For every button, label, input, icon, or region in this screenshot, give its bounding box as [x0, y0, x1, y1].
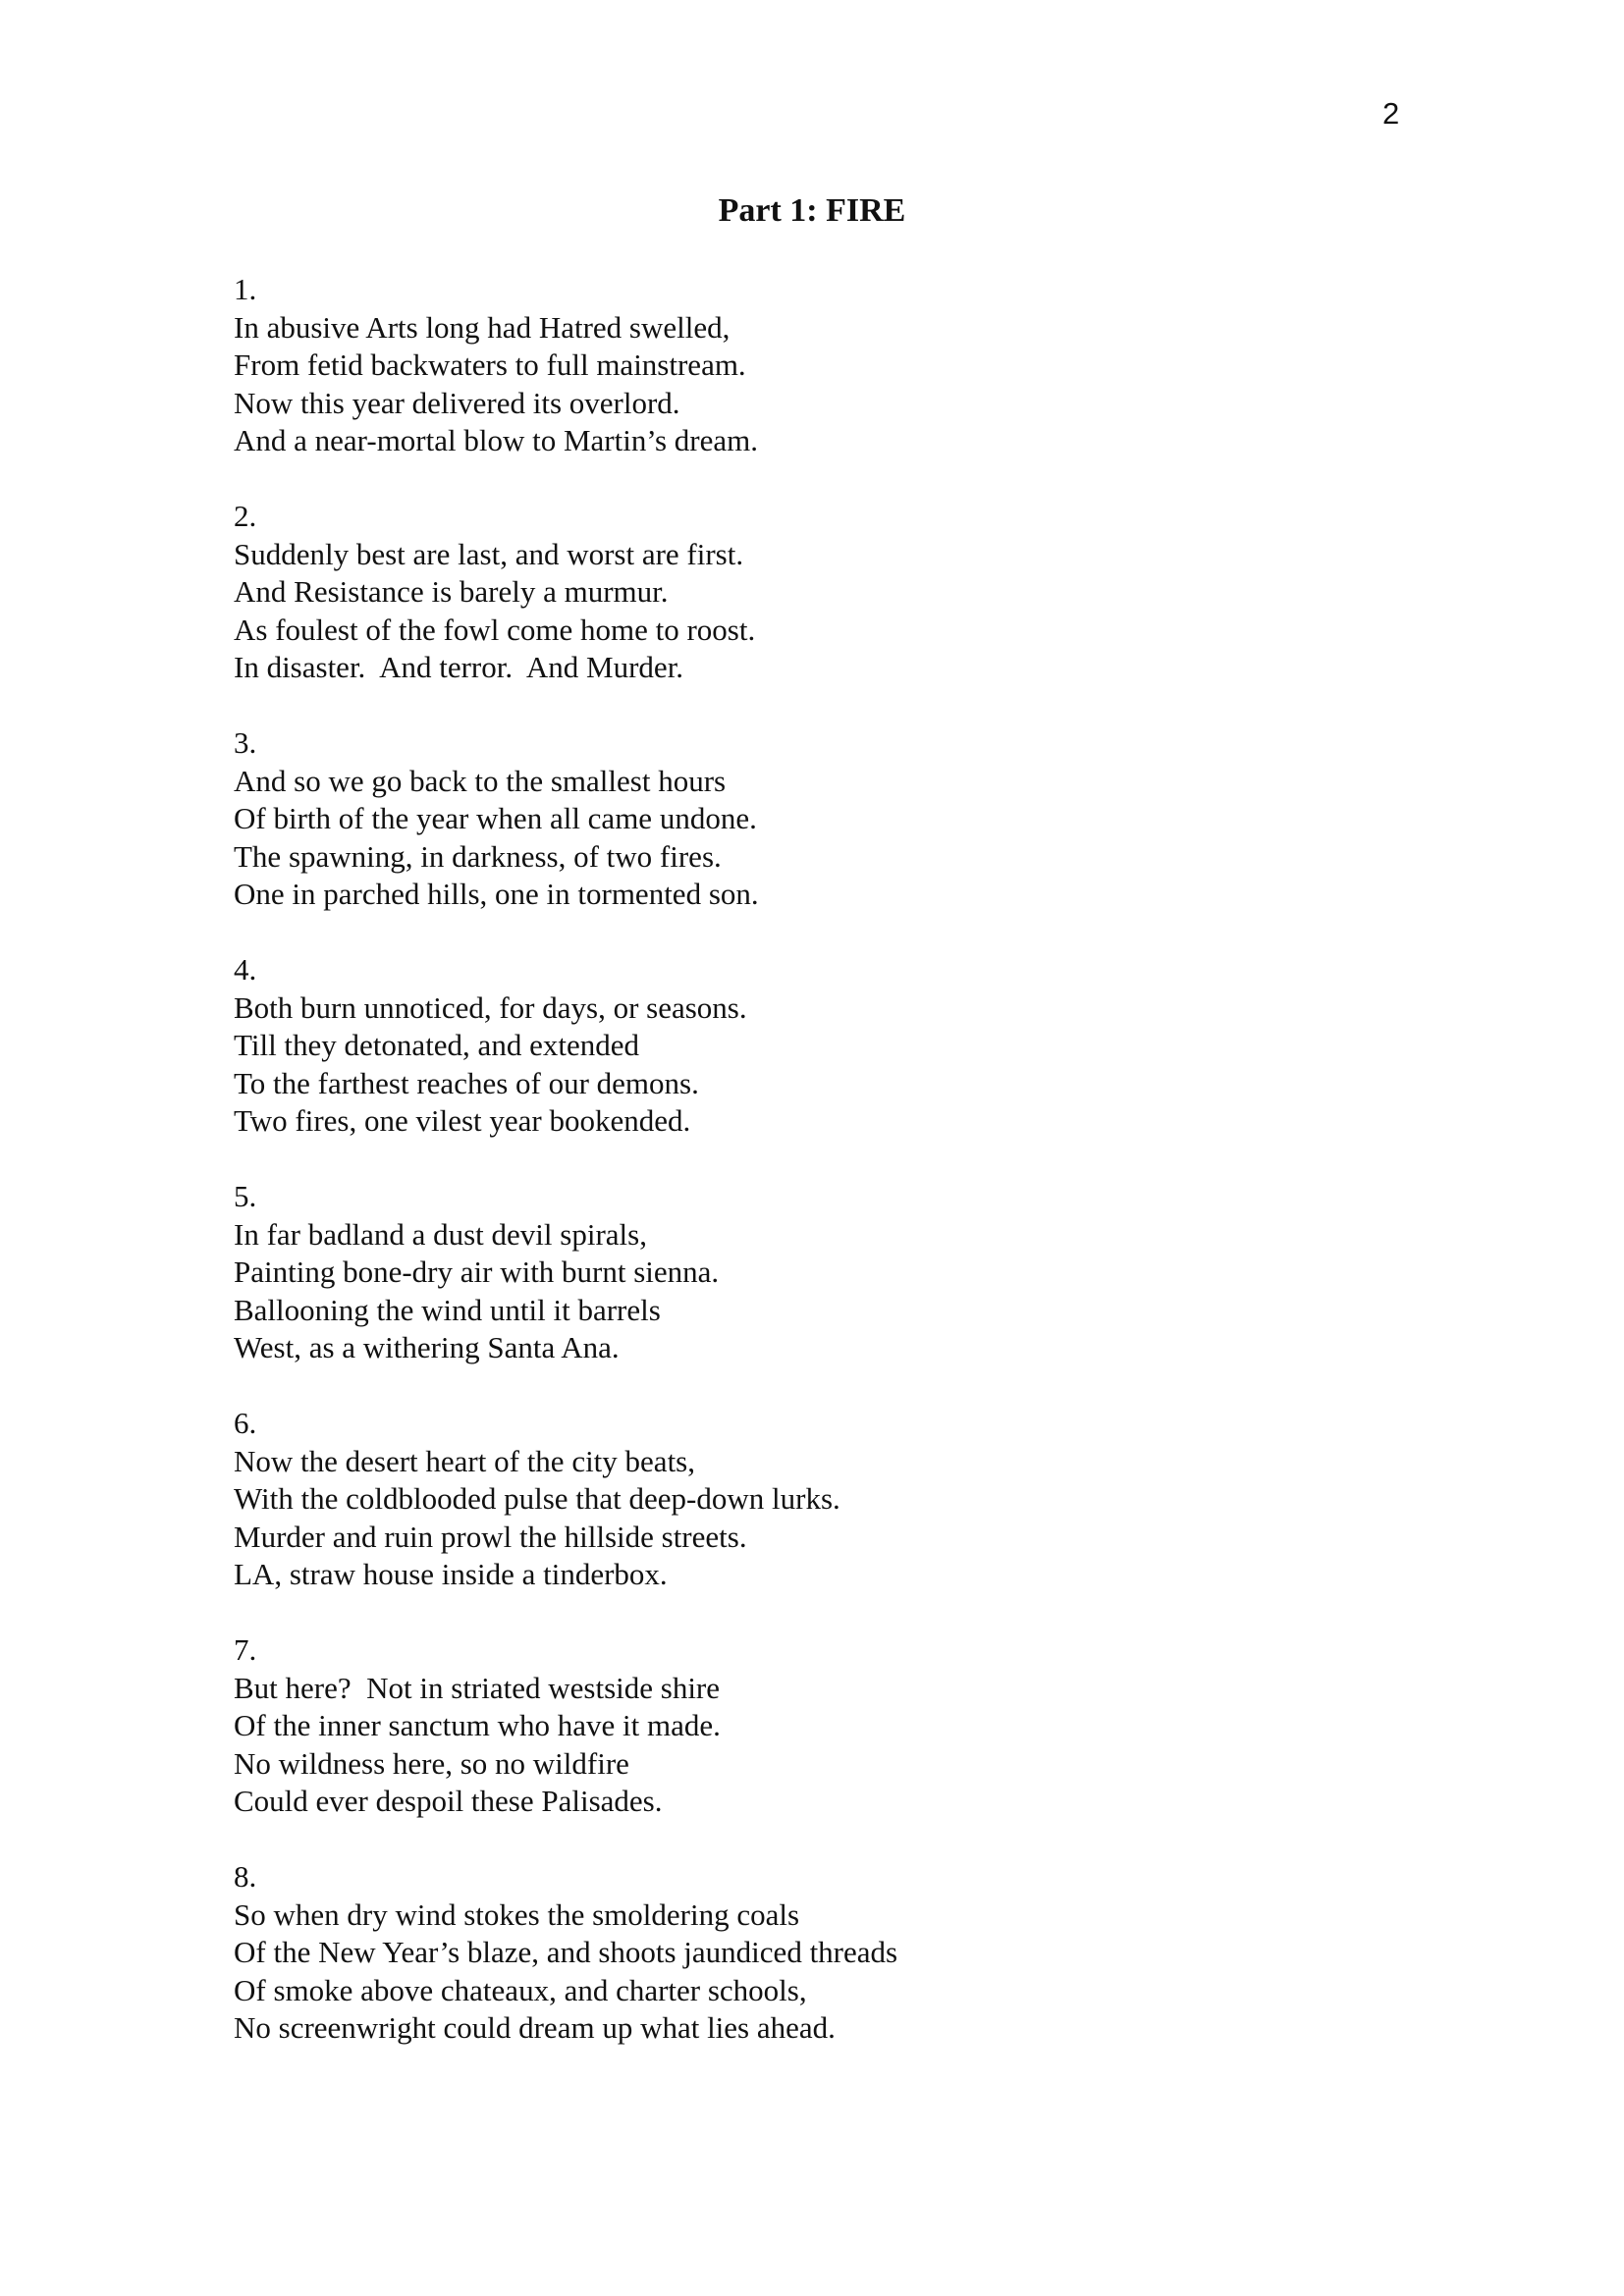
poem-line: From fetid backwaters to full mainstream.	[234, 347, 746, 382]
stanza-3	[234, 724, 1412, 914]
poem-line: And so we go back to the smallest hours	[234, 763, 727, 798]
page-title: Part 1: FIRE	[718, 192, 906, 229]
poem-line: With the coldblooded pulse that deep-down lurks.	[234, 1481, 840, 1516]
poem-line: Of smoke above chateaux, and charter schools,	[234, 1972, 807, 2007]
poem-line: No wildness here, so no wildfire	[234, 1745, 629, 1781]
stanza-4	[234, 951, 1412, 1141]
poem-line: To the farthest reaches of our demons.	[234, 1065, 699, 1100]
poem-line: West, as a withering Santa Ana.	[234, 1330, 620, 1364]
stanza-6	[234, 1405, 1412, 1594]
poem-line: One in parched hills, one in tormented son.	[234, 877, 759, 911]
poem-line: Ballooning the wind until it barrels	[234, 1292, 661, 1327]
poem-line: Of the inner sanctum who have it made.	[234, 1708, 721, 1742]
stanza-number: 4.	[234, 952, 257, 987]
stanza-number: 2.	[234, 499, 257, 533]
poem-line: Till they detonated, and extended	[234, 1028, 639, 1062]
poem-line: Murder and ruin prowl the hillside streets.	[234, 1519, 747, 1554]
poem-line: No screenwright could dream up what lies ahead.	[234, 2010, 836, 2045]
stanza-number: 3.	[234, 725, 257, 760]
page-number: 2	[1382, 96, 1400, 131]
poem-line: And a near-mortal blow to Martin’s dream.	[234, 423, 758, 457]
poem-line: Of birth of the year when all came undone.	[234, 801, 757, 835]
stanza-number: 5.	[234, 1179, 257, 1213]
poem-line: Of the New Year’s blaze, and shoots jaundiced threads	[234, 1935, 898, 1969]
stanza-number: 6.	[234, 1406, 257, 1440]
poem-line: In abusive Arts long had Hatred swelled,	[234, 309, 731, 345]
poem-line: Two fires, one vilest year bookended.	[234, 1103, 691, 1138]
stanza-7	[234, 1631, 1412, 1821]
stanza-8	[234, 1858, 1412, 2048]
poem-line: As foulest of the fowl come home to roost.	[234, 612, 756, 647]
poem-line: LA, straw house inside a tinderbox.	[234, 1557, 668, 1591]
poem-line: And Resistance is barely a murmur.	[234, 574, 669, 609]
stanza-1	[234, 271, 1412, 460]
poem-line: Both burn unnoticed, for days, or seasons.	[234, 989, 747, 1025]
poem-line: So when dry wind stokes the smoldering coals	[234, 1896, 800, 1932]
poem-line: Now the desert heart of the city beats,	[234, 1443, 695, 1478]
poem-line: Could ever despoil these Palisades.	[234, 1784, 663, 1818]
stanza-5	[234, 1178, 1412, 1367]
poem-line: In disaster. And terror. And Murder.	[234, 650, 684, 684]
stanza-number: 7.	[234, 1632, 257, 1667]
poem-line: Now this year delivered its overlord.	[234, 385, 680, 420]
stanza-number: 1.	[234, 272, 257, 306]
poem-body	[234, 271, 1412, 2085]
poem-line: Suddenly best are last, and worst are first.	[234, 536, 744, 571]
stanza-number: 8.	[234, 1859, 257, 1894]
poem-line: In far badland a dust devil spirals,	[234, 1216, 647, 1252]
poem-line: Painting bone-dry air with burnt sienna.	[234, 1255, 720, 1289]
poem-line: The spawning, in darkness, of two fires.	[234, 838, 722, 874]
poem-line: But here? Not in striated westside shire	[234, 1670, 721, 1705]
stanza-2	[234, 498, 1412, 687]
